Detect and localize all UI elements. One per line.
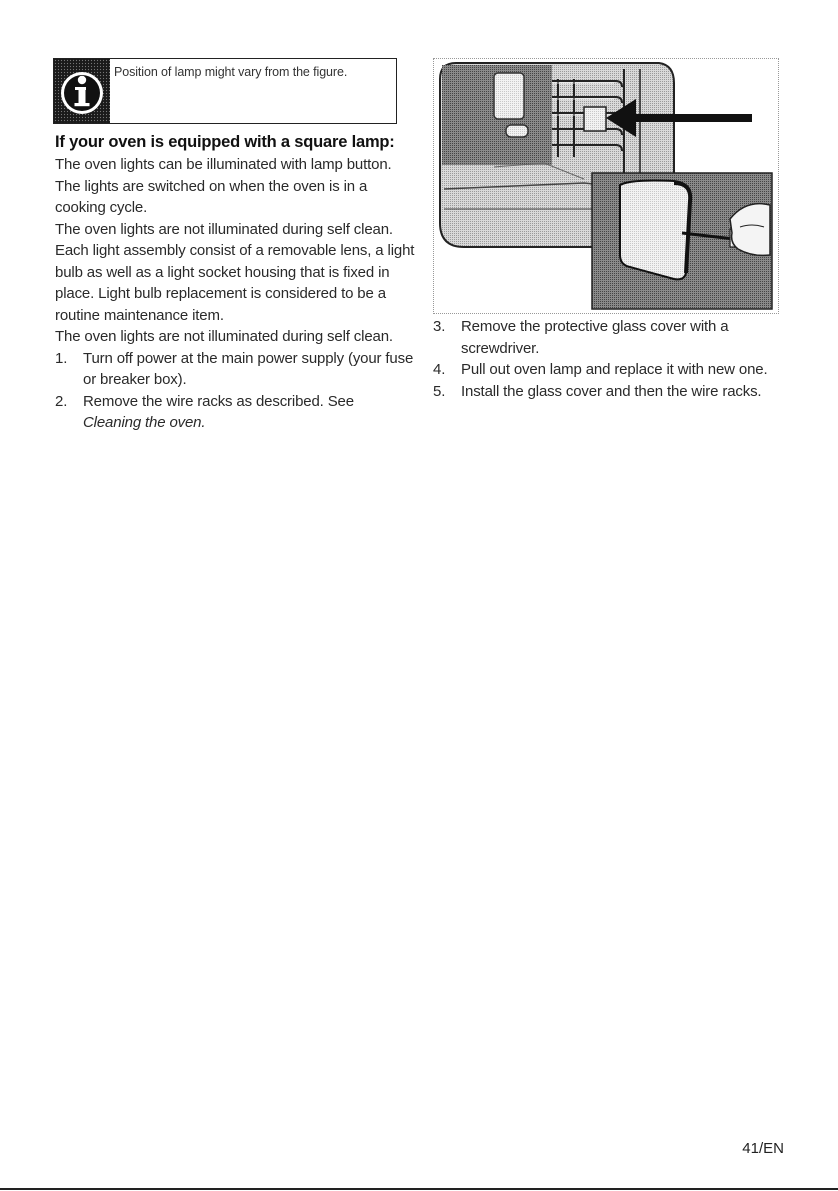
step-number: 1. — [55, 349, 68, 367]
lamp-replacement-figure — [433, 58, 779, 314]
step-number: 4. — [433, 361, 446, 378]
left-column — [55, 130, 415, 434]
step-text: Turn off power at the main power supply (your fuse or breaker box). — [83, 349, 414, 388]
steps-list-right — [433, 316, 793, 402]
info-note-box — [53, 58, 397, 124]
paragraph-2: The oven lights are not illuminated during self clean. Each light assembly consist of a removable lens, a light bulb as well as a light socket housing that is fixed in place. Light bulb replacement is considered to be a routine maintenance item. — [55, 220, 415, 324]
right-column — [433, 316, 793, 402]
cleaning-the-oven-reference: Cleaning the oven. — [83, 414, 206, 431]
step-text: Pull out oven lamp and replace it with new one. — [461, 361, 768, 378]
step-number: 5. — [433, 382, 446, 400]
step-item — [55, 391, 415, 434]
step-item — [433, 359, 793, 381]
step-text: Remove the protective glass cover with a screwdriver. — [461, 318, 729, 357]
step-item — [55, 348, 415, 391]
step-item — [433, 381, 793, 403]
steps-list-left — [55, 348, 415, 434]
paragraph-3: The oven lights are not illuminated during self clean. — [55, 328, 393, 345]
step-number: 2. — [55, 392, 68, 410]
info-note-text: Position of lamp might vary from the figure. — [114, 65, 348, 79]
step-number: 3. — [433, 318, 446, 335]
page-number: 41/EN — [742, 1140, 784, 1157]
section-heading: If your oven is equipped with a square lamp: — [55, 133, 395, 151]
step-text: Remove the wire racks as described. See — [83, 392, 354, 410]
paragraph-1: The oven lights can be illuminated with lamp button. The lights are switched on when the oven is in a cooking cycle. — [55, 156, 392, 216]
info-icon — [54, 59, 110, 125]
step-text: Install the glass cover and then the wire racks. — [461, 382, 762, 400]
footer-divider — [0, 1188, 838, 1190]
step-item — [433, 316, 793, 359]
